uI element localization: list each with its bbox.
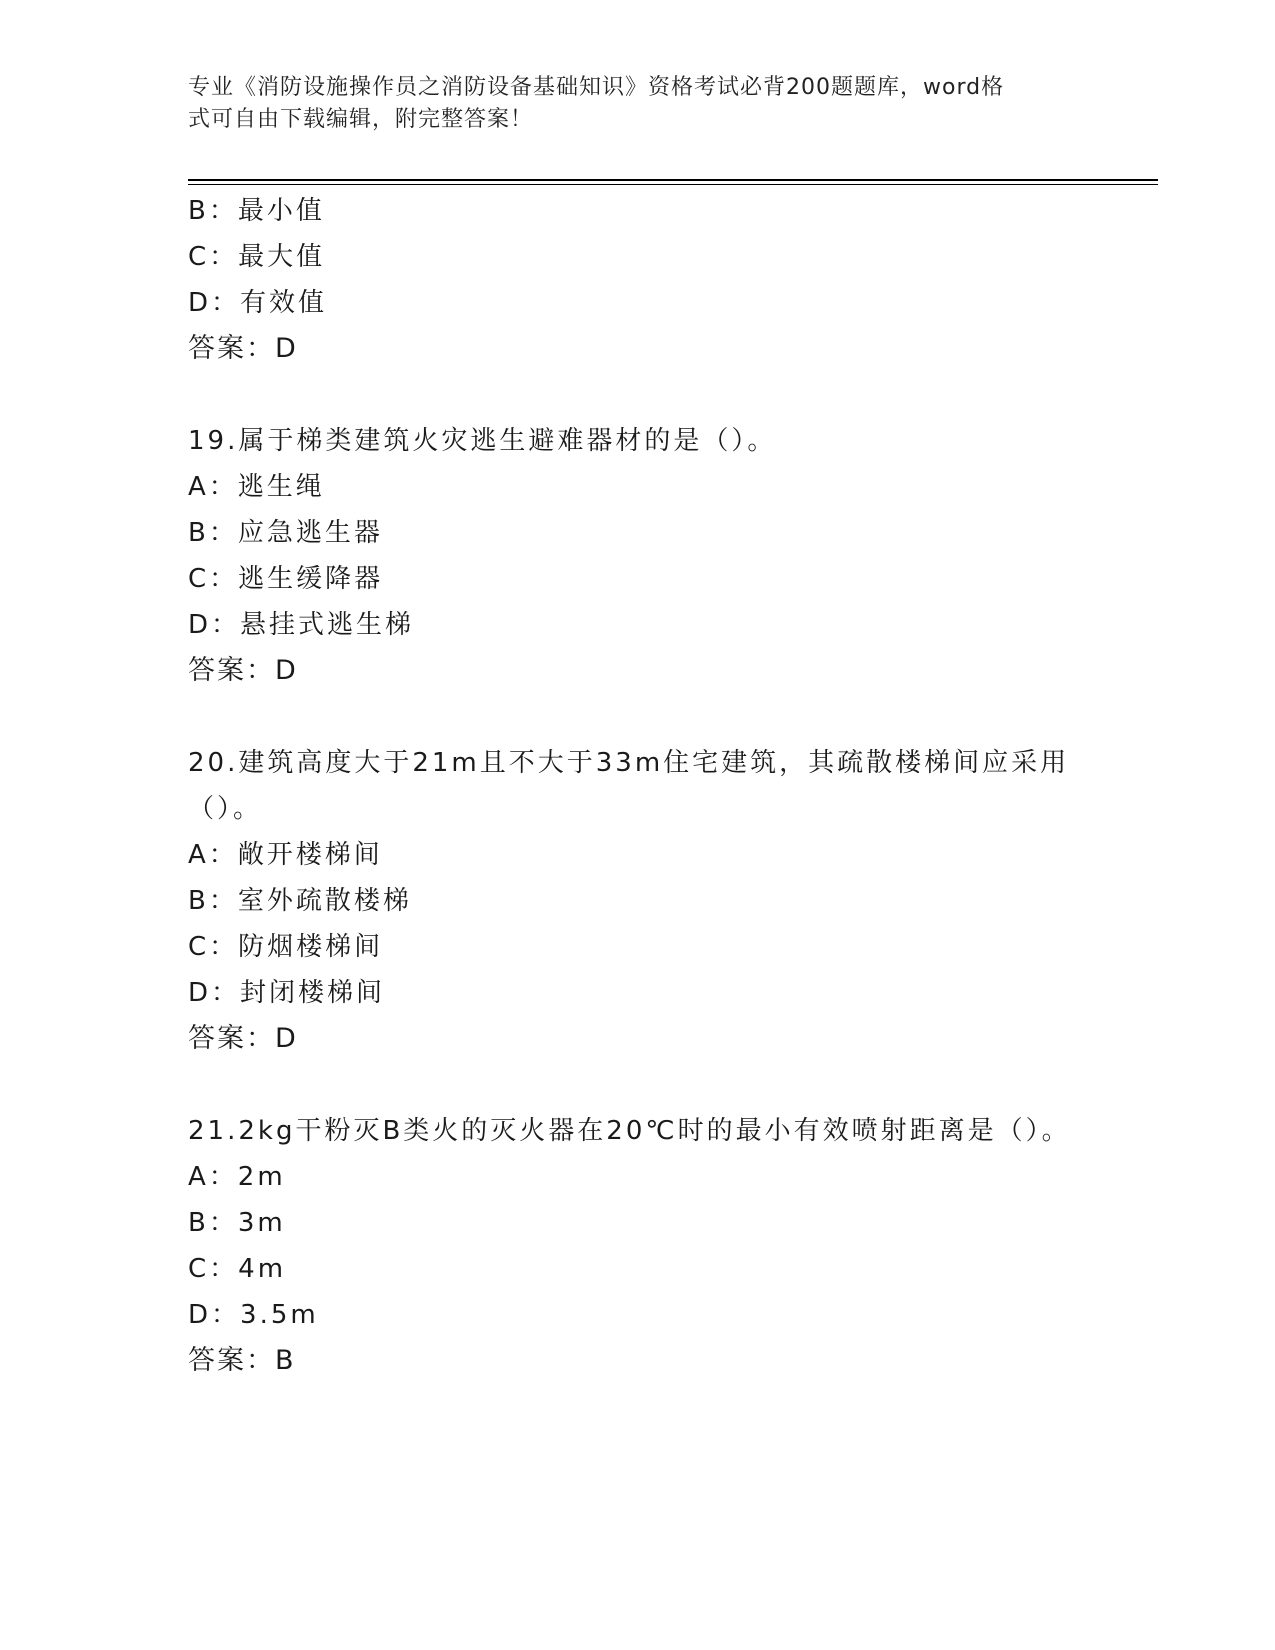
option-a: A：逃生绳 bbox=[188, 472, 325, 502]
answer-line: 答案：D bbox=[188, 333, 298, 364]
option-c: C：4m bbox=[188, 1254, 287, 1284]
option-c: C：防烟楼梯间 bbox=[188, 932, 384, 962]
header-title-line2: 式可自由下载编辑，附完整答案！ bbox=[188, 107, 534, 132]
option-d: D：封闭楼梯间 bbox=[188, 978, 386, 1008]
question-20 bbox=[188, 740, 1088, 1062]
spacer bbox=[188, 1062, 1088, 1108]
question-21 bbox=[188, 1108, 1088, 1384]
spacer bbox=[188, 372, 1088, 418]
option-c: C：逃生缓降器 bbox=[188, 564, 384, 594]
question-stem: 20.建筑高度大于21m且不大于33m住宅建筑，其疏散楼梯间应采用（）。 bbox=[188, 748, 1070, 824]
question-stem: 19.属于梯类建筑火灾逃生避难器材的是（）。 bbox=[188, 426, 777, 456]
answer-line: 答案：B bbox=[188, 1345, 296, 1376]
answer-line: 答案：D bbox=[188, 655, 298, 686]
option-b: B：应急逃生器 bbox=[188, 518, 383, 548]
header-divider-thick bbox=[188, 179, 1158, 181]
header-title-line1: 专业《消防设施操作员之消防设备基础知识》资格考试必背200题题库，word格 bbox=[188, 75, 1005, 100]
answer-line: 答案：D bbox=[188, 1023, 298, 1054]
header-divider-thin bbox=[188, 184, 1158, 185]
spacer bbox=[188, 694, 1088, 740]
option-a: A：敞开楼梯间 bbox=[188, 840, 383, 870]
option-b: B：3m bbox=[188, 1208, 286, 1238]
document-header bbox=[188, 72, 1088, 136]
option-d: D：悬挂式逃生梯 bbox=[188, 610, 415, 640]
option-d: D：有效值 bbox=[188, 288, 328, 318]
option-b: B：最小值 bbox=[188, 196, 325, 226]
option-d: D：3.5m bbox=[188, 1300, 319, 1330]
question-19 bbox=[188, 418, 1088, 694]
option-a: A：2m bbox=[188, 1162, 286, 1192]
option-c: C：最大值 bbox=[188, 242, 326, 272]
question-stem: 21.2kg干粉灭B类火的灭火器在20℃时的最小有效喷射距离是（）。 bbox=[188, 1116, 1071, 1146]
question-list bbox=[188, 188, 1088, 1384]
option-b: B：室外疏散楼梯 bbox=[188, 886, 412, 916]
question-18-tail bbox=[188, 188, 1088, 372]
